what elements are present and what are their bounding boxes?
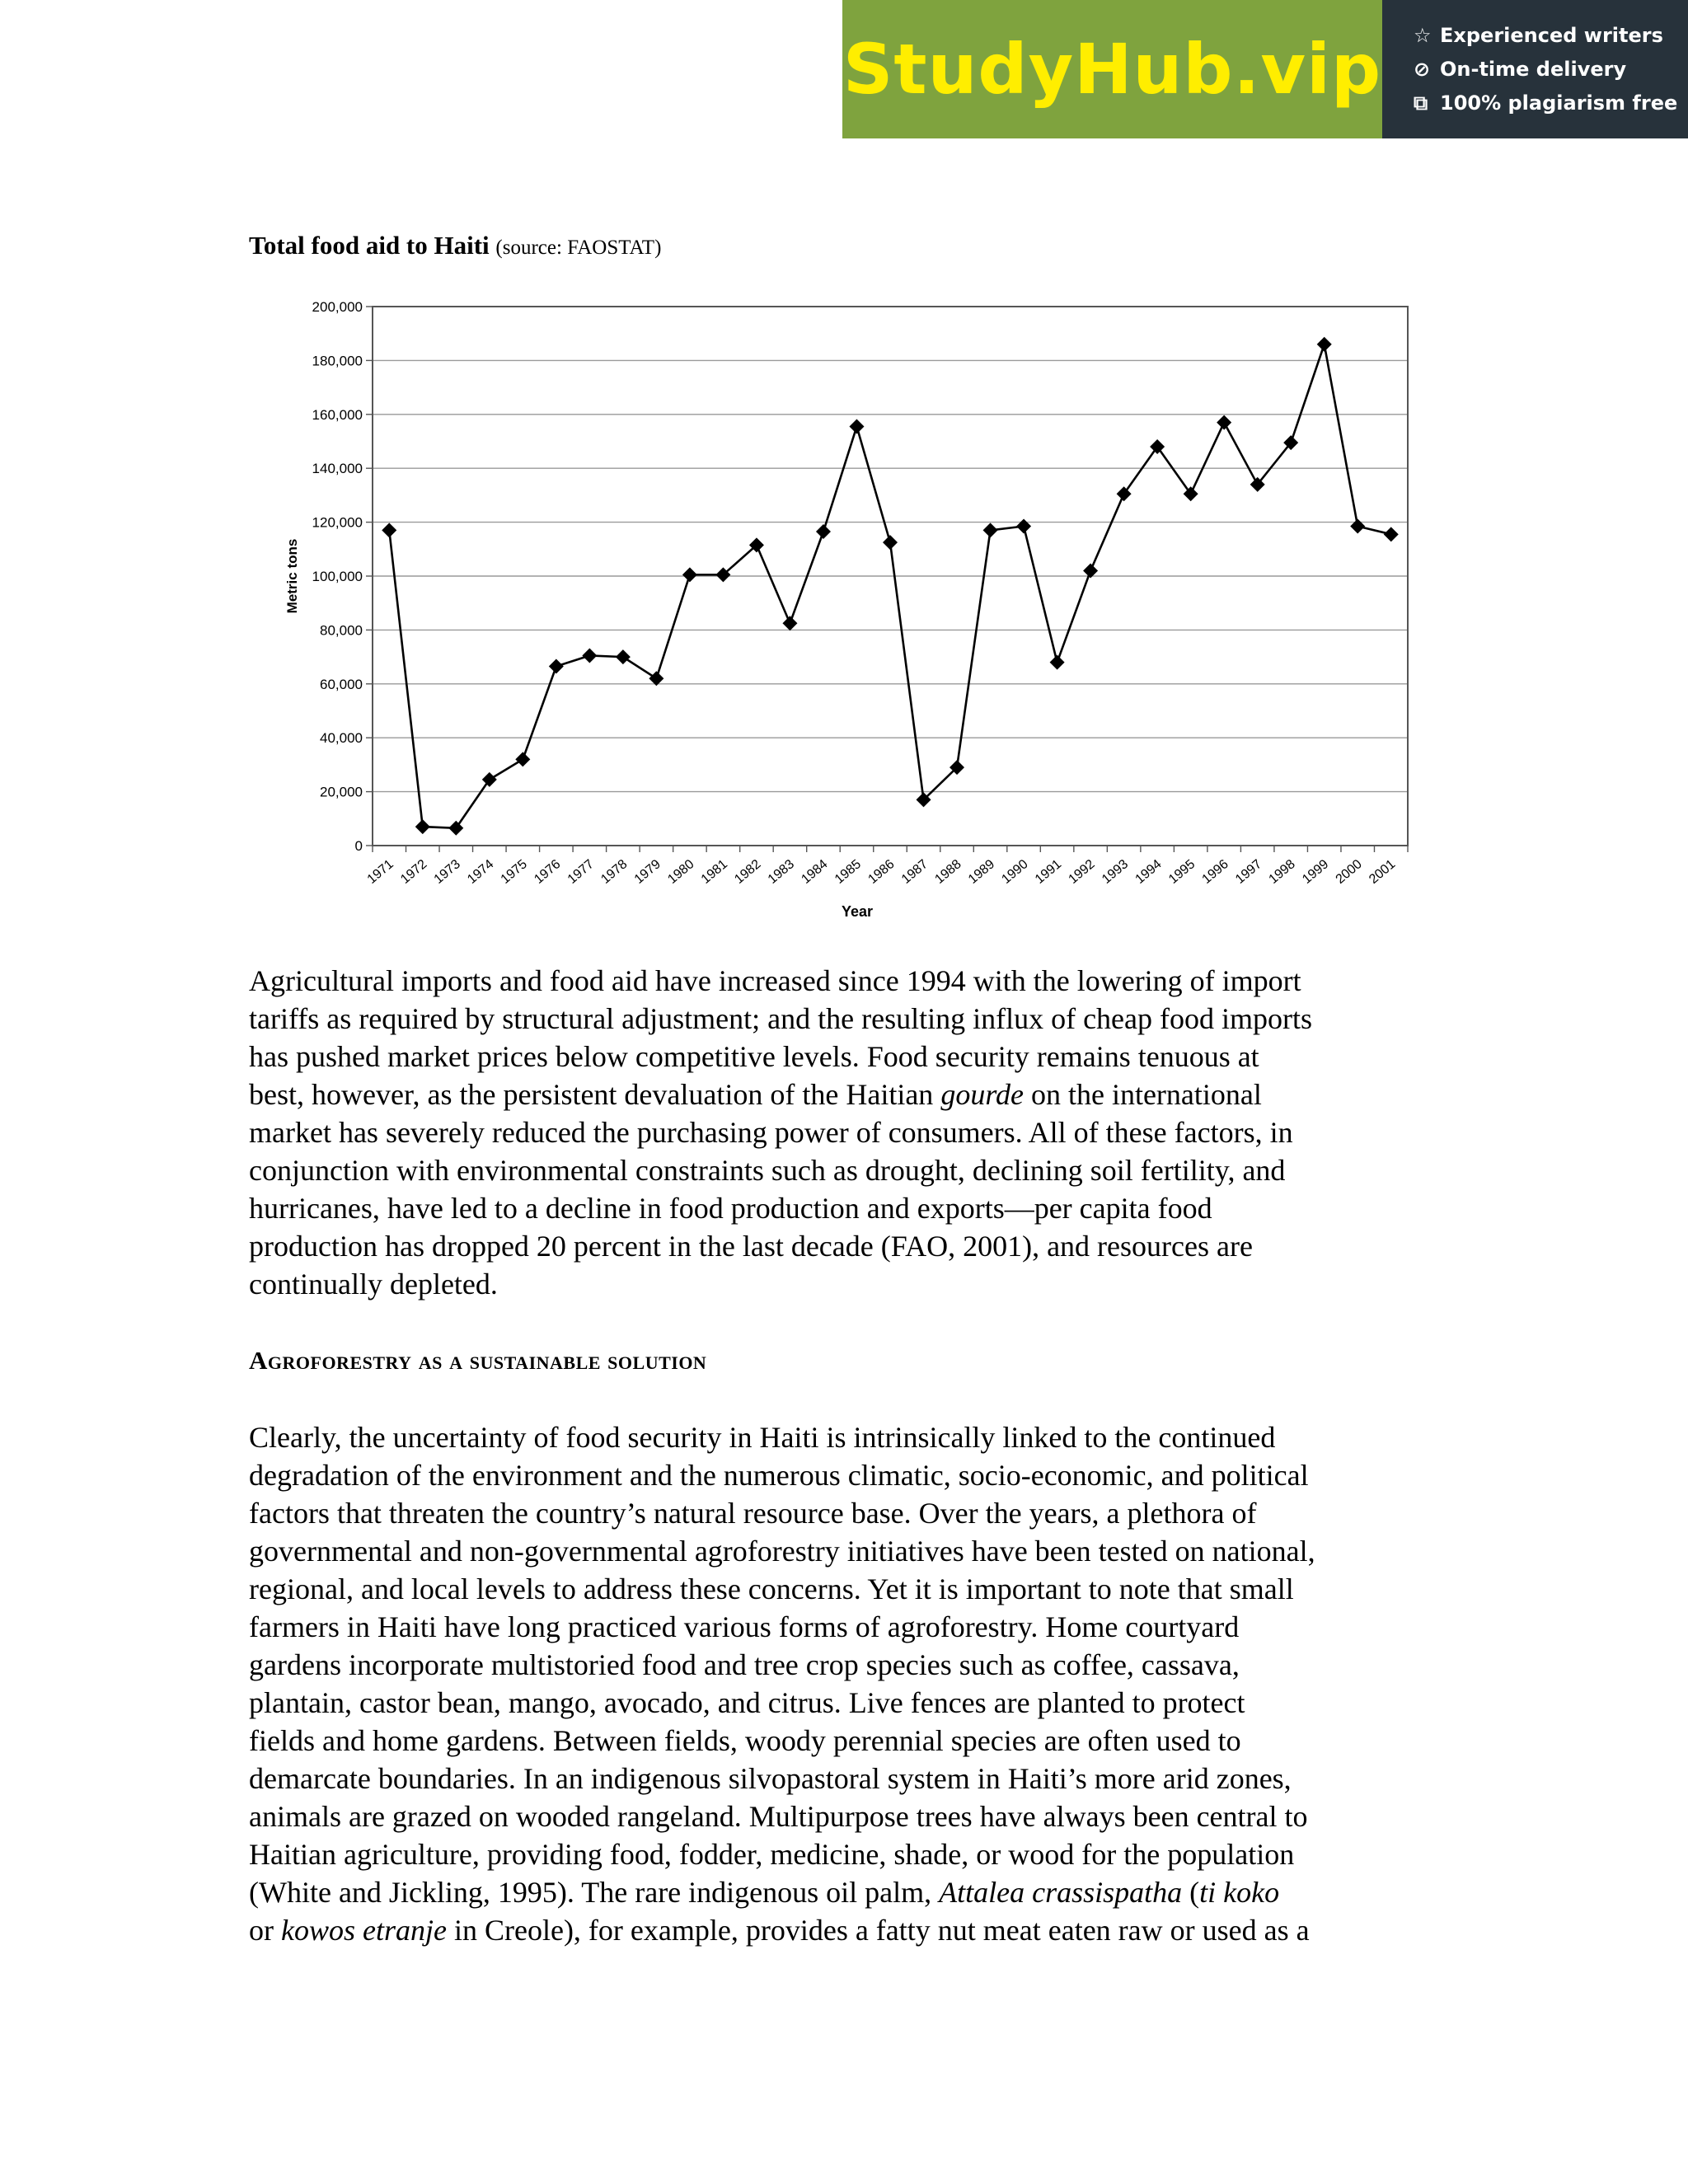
feature-plagiarism-free: ⧉ 100% plagiarism free: [1414, 87, 1688, 120]
studyhub-logo: StudyHub.vip: [842, 29, 1382, 110]
data-point: [1384, 527, 1399, 541]
food-aid-line-chart: [272, 288, 1418, 931]
x-tick-label: 1984: [799, 857, 831, 887]
italic-term: Attalea crassispatha: [939, 1876, 1183, 1909]
x-tick-label: 1972: [398, 857, 430, 887]
text-line: continually depleted.: [249, 1268, 498, 1301]
y-tick-label: 180,000: [312, 353, 363, 369]
x-tick-label: 1993: [1099, 857, 1132, 887]
italic-term: ti koko: [1199, 1876, 1280, 1909]
section-heading: Agroforestry as a sustainable solution: [249, 1346, 707, 1375]
data-point: [1050, 655, 1065, 670]
y-axis-label: Metric tons: [284, 538, 300, 614]
x-tick-label: 1981: [698, 857, 730, 887]
y-tick-label: 60,000: [320, 676, 363, 692]
caption-title: Total food aid to Haiti: [249, 231, 490, 260]
x-tick-label: 1990: [999, 857, 1031, 887]
text-line: [249, 1076, 1452, 1113]
data-point: [1016, 519, 1031, 534]
text-line: animals are grazed on wooded rangeland. Multipurpose trees have always been central to: [249, 1800, 1308, 1833]
text-line: factors that threaten the country’s natural resource base. Over the years, a plethora of: [249, 1497, 1257, 1530]
data-point: [1350, 519, 1365, 534]
x-tick-label: 1977: [565, 857, 597, 887]
x-tick-label: 1976: [532, 857, 564, 887]
italic-term: kowos etranje: [281, 1914, 447, 1947]
text-line: plantain, castor bean, mango, avocado, and citrus. Live fences are planted to protect: [249, 1686, 1245, 1719]
text-line: fields and home gardens. Between fields, woody perennial species are often used to: [249, 1724, 1241, 1757]
x-tick-label: 1985: [832, 857, 865, 887]
x-tick-label: 2000: [1333, 857, 1365, 887]
x-tick-label: 1975: [498, 857, 530, 887]
studyhub-banner[interactable]: [842, 0, 1688, 138]
data-point: [983, 523, 998, 537]
x-tick-label: 1982: [732, 857, 764, 887]
y-tick-label: 20,000: [320, 784, 363, 800]
text-line: market has severely reduced the purchasing power of consumers. All of these factors, in: [249, 1116, 1293, 1149]
x-tick-label: 1971: [364, 857, 396, 887]
x-tick-label: 1983: [765, 857, 798, 887]
data-point: [1217, 415, 1231, 430]
caption-source: (source: FAOSTAT): [495, 237, 662, 259]
italic-term: gourde: [940, 1078, 1024, 1111]
x-tick-label: 1988: [932, 857, 964, 887]
data-point: [415, 819, 430, 834]
data-point: [1117, 486, 1132, 501]
text-line: Clearly, the uncertainty of food security in Haiti is intrinsically linked to the continued: [249, 1421, 1276, 1454]
data-point: [816, 524, 831, 539]
star-icon: ☆: [1414, 23, 1432, 47]
feature-experienced-writers: ☆ Experienced writers: [1414, 19, 1688, 53]
data-point: [482, 772, 497, 787]
data-point: [883, 535, 898, 550]
text-line: production has dropped 20 percent in the last decade (FAO, 2001), and resources are: [249, 1230, 1253, 1263]
data-point: [849, 419, 864, 434]
data-point: [616, 649, 631, 664]
x-tick-label: 2001: [1367, 857, 1399, 887]
x-tick-label: 1980: [665, 857, 697, 887]
x-tick-label: 1974: [465, 857, 497, 887]
data-point: [1317, 337, 1332, 352]
text-segment: in Creole), for example, provides a fatty nut meat eaten raw or used as a: [446, 1914, 1310, 1947]
y-tick-label: 160,000: [312, 406, 363, 423]
text-line: demarcate boundaries. In an indigenous silvopastoral system in Haiti’s more arid zones,: [249, 1762, 1292, 1795]
clock-icon: ⊘: [1414, 57, 1431, 81]
text-segment: (: [1182, 1876, 1200, 1909]
y-tick-label: 200,000: [312, 299, 363, 315]
data-point: [1184, 486, 1198, 501]
series-line: [389, 344, 1390, 828]
banner-features: [1382, 0, 1688, 138]
x-tick-label: 1991: [1032, 857, 1065, 887]
text-line: gardens incorporate multistoried food and tree crop species such as coffee, cassava,: [249, 1648, 1240, 1681]
text-line: [249, 1873, 1452, 1911]
x-tick-label: 1996: [1199, 857, 1231, 887]
text-segment: (White and Jickling, 1995). The rare indigenous oil palm,: [249, 1876, 940, 1909]
text-line: Haitian agriculture, providing food, fodder, medicine, shade, or wood for the population: [249, 1838, 1295, 1871]
figure-caption: [249, 231, 661, 260]
text-segment: on the international: [1023, 1078, 1262, 1111]
text-line: has pushed market prices below competitive levels. Food security remains tenuous at: [249, 1040, 1259, 1073]
x-tick-label: 1986: [865, 857, 898, 887]
x-tick-label: 1999: [1300, 857, 1332, 887]
text-line: degradation of the environment and the numerous climatic, socio-economic, and political: [249, 1459, 1309, 1492]
x-tick-label: 1979: [631, 857, 663, 887]
x-tick-label: 1992: [1066, 857, 1098, 887]
x-tick-label: 1978: [598, 857, 631, 887]
text-line: tariffs as required by structural adjustment; and the resulting influx of cheap food imports: [249, 1002, 1313, 1035]
paragraph-imports: [249, 962, 1452, 1303]
feature-on-time-delivery: ⊘ On-time delivery: [1414, 53, 1688, 87]
data-point: [582, 648, 597, 663]
paragraph-agroforestry: [249, 1418, 1452, 1949]
y-tick-label: 0: [354, 838, 363, 854]
data-point: [682, 567, 697, 582]
text-line: Agricultural imports and food aid have increased since 1994 with the lowering of import: [249, 964, 1301, 997]
x-tick-label: 1997: [1233, 857, 1265, 887]
text-line: regional, and local levels to address these concerns. Yet it is important to note that small: [249, 1572, 1294, 1605]
x-tick-label: 1989: [965, 857, 998, 887]
y-tick-label: 140,000: [312, 461, 363, 477]
text-line: conjunction with environmental constraints such as drought, declining soil fertility, and: [249, 1154, 1286, 1187]
text-segment: best, however, as the persistent devaluation of the Haitian: [249, 1078, 941, 1111]
text-line: [249, 1911, 1452, 1949]
data-point: [782, 616, 797, 630]
data-point: [1150, 439, 1165, 454]
x-axis-label: Year: [841, 903, 874, 920]
y-tick-label: 100,000: [312, 569, 363, 584]
x-tick-label: 1995: [1166, 857, 1198, 887]
x-tick-label: 1994: [1132, 857, 1165, 887]
x-tick-label: 1973: [431, 857, 463, 887]
data-point: [382, 523, 396, 537]
data-point: [448, 821, 463, 836]
text-segment: or: [249, 1914, 281, 1947]
x-tick-label: 1998: [1266, 857, 1298, 887]
x-tick-label: 1987: [898, 857, 931, 887]
y-tick-label: 80,000: [320, 622, 363, 639]
text-line: farmers in Haiti have long practiced various forms of agroforestry. Home courtyard: [249, 1610, 1240, 1643]
copy-icon: ⧉: [1414, 91, 1428, 115]
y-tick-label: 40,000: [320, 730, 363, 747]
text-line: hurricanes, have led to a decline in food production and exports—per capita food: [249, 1192, 1212, 1225]
data-point: [515, 752, 530, 766]
data-point: [549, 659, 564, 674]
y-tick-label: 120,000: [312, 514, 363, 531]
banner-logo-area: [842, 0, 1382, 138]
text-line: governmental and non-governmental agroforestry initiatives have been tested on national,: [249, 1535, 1315, 1568]
